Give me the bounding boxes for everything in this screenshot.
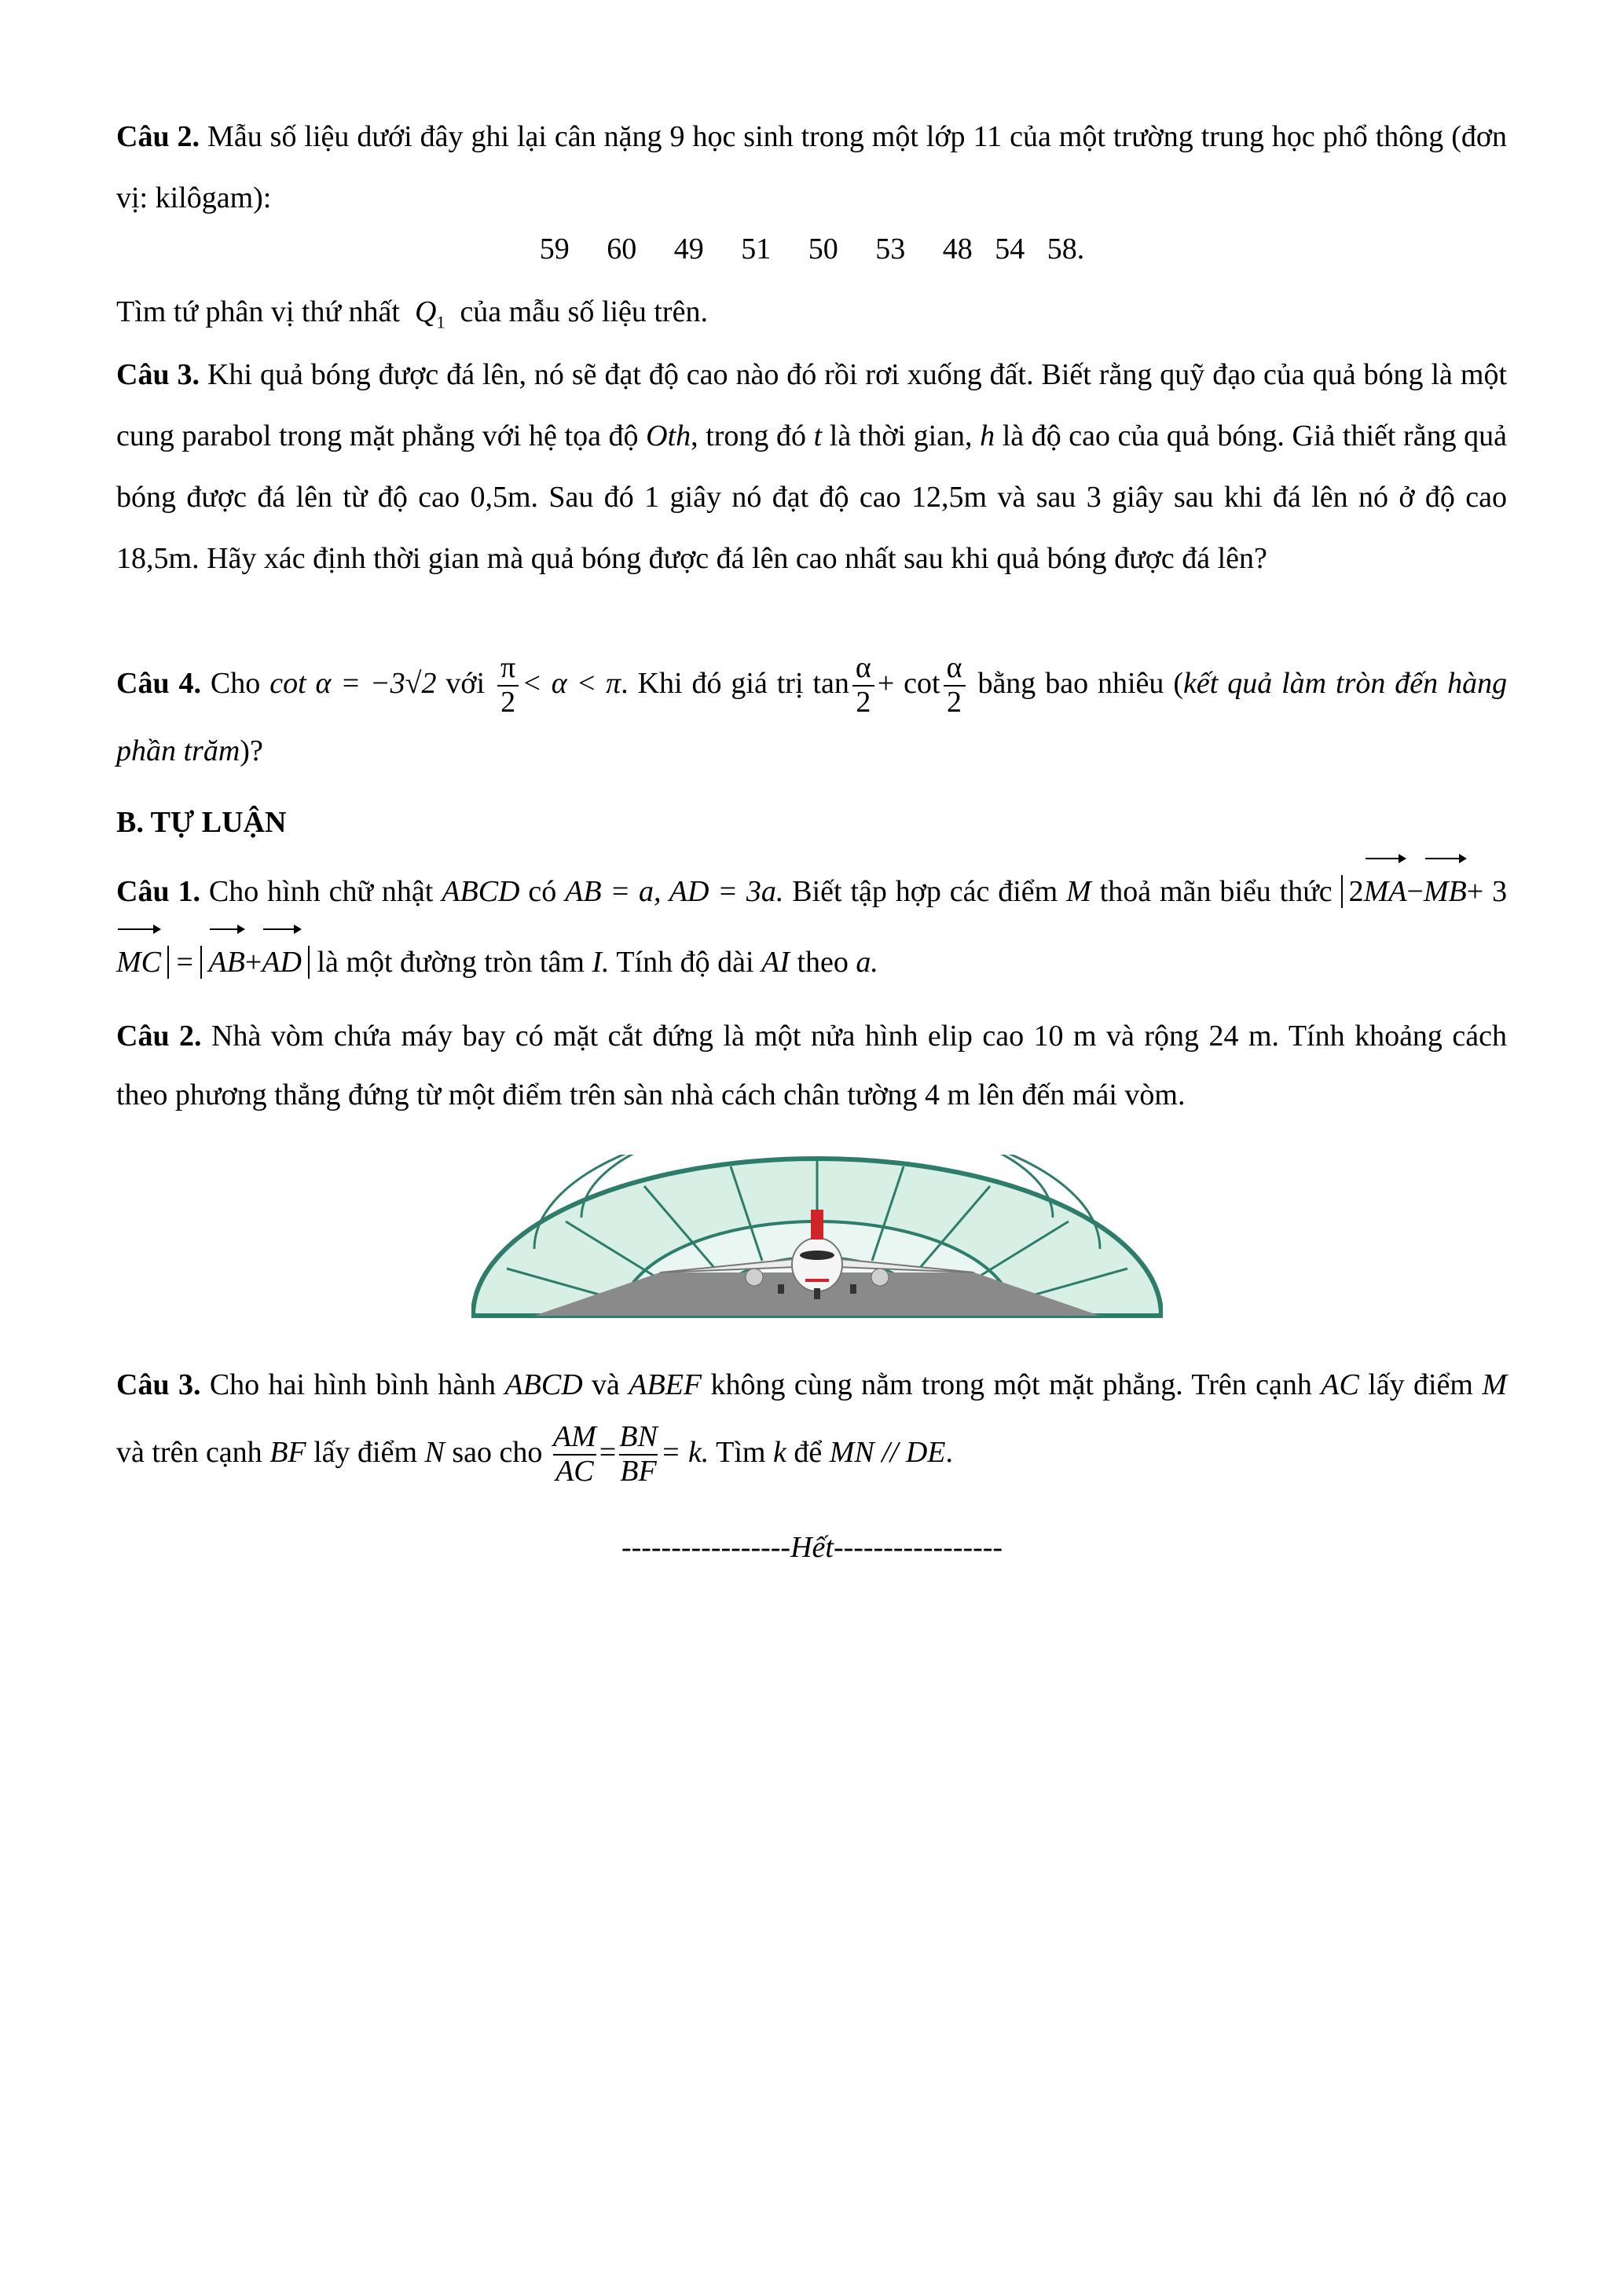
- question-text: không cùng nằm trong một mặt phẳng. Trên cạnh: [710, 1368, 1312, 1401]
- math-ac: AC: [1321, 1368, 1359, 1401]
- question-label: Câu 2.: [116, 1020, 202, 1053]
- denominator: AC: [555, 1455, 594, 1489]
- math-q: Q: [414, 295, 437, 328]
- question-text: bằng bao nhiêu (: [977, 667, 1183, 700]
- vector-abs-right: [200, 946, 310, 979]
- section-title: B. TỰ LUẬN: [116, 806, 287, 839]
- question-text: )?: [240, 734, 263, 768]
- coef: 2: [1348, 875, 1364, 908]
- question-text: .: [945, 1436, 953, 1469]
- question-text: sao cho: [452, 1436, 543, 1469]
- vector-mb: MB: [1424, 856, 1467, 927]
- math-m: M: [1482, 1368, 1508, 1401]
- data-value: 60: [607, 233, 637, 265]
- question-text: của mẫu số liệu trên.: [460, 295, 708, 328]
- question-label: Câu 4.: [116, 667, 201, 700]
- question-2: [116, 106, 1507, 229]
- question-label: Câu 3.: [116, 1368, 201, 1401]
- math-cot: + cot: [877, 667, 940, 700]
- vector-ma: MA: [1364, 856, 1407, 927]
- data-value: 59: [539, 233, 570, 265]
- math-cond: AB = a, AD = 3a.: [565, 875, 784, 908]
- question-text: , trong đó: [691, 419, 807, 452]
- op: + 3: [1466, 875, 1508, 908]
- fraction-am-ac: [553, 1421, 596, 1489]
- question-text: với: [445, 667, 486, 700]
- math-h: h: [980, 419, 995, 452]
- fraction-alpha-2: [852, 652, 874, 720]
- question-text: Cho hình chữ nhật: [208, 875, 434, 908]
- numerator: AM: [553, 1421, 596, 1456]
- math-ai: AI: [761, 946, 790, 979]
- math-tan: tan: [812, 667, 849, 700]
- question-label: Câu 1.: [116, 875, 200, 908]
- question-text: Tìm: [716, 1436, 766, 1469]
- math-oth: Oth: [646, 419, 691, 452]
- vector-mc: MC: [116, 927, 161, 998]
- question-text: theo: [797, 946, 849, 979]
- numerator: α: [852, 652, 874, 687]
- essay-question-1: [116, 856, 1507, 998]
- data-value: 53: [875, 233, 906, 265]
- question-text: Cho: [210, 667, 261, 700]
- data-value: 51: [741, 233, 772, 265]
- math-i: I.: [592, 946, 610, 979]
- question-text: và sau 3 giây sau khi đá lên nó ở độ cao: [997, 481, 1508, 514]
- math-abef: ABEF: [629, 1368, 702, 1401]
- math-abcd: ABCD: [442, 875, 520, 908]
- end-text: Hết: [790, 1531, 834, 1564]
- question-text: Tính độ dài: [616, 946, 754, 979]
- vector-ad: AD: [262, 927, 302, 998]
- math-a: a.: [856, 946, 878, 979]
- question-text: là một đường tròn tâm: [317, 946, 585, 979]
- question-text: là độ cao của quả bóng. Giả thiết rằng quả bóng được đá lên từ độ cao: [116, 419, 1508, 514]
- question-text: lấy điểm: [313, 1436, 418, 1469]
- end-marker: [0, 1528, 1624, 1567]
- essay-question-3: Câu 3. Cho hai hình bình hành ABCD và ABEF không cùng nằm trong một mặt phẳng. Trên cạnh AC lấy điểm M và trên cạnh BF lấy điểm N sao cho $\frac{AM}{AC}$ = $\frac{BN}{BF}$ = k. Tìm k để MN // DE.: [116, 1368, 1508, 1489]
- question-text: Tìm tứ phân vị thứ nhất: [116, 295, 400, 328]
- math-mn-de: MN // DE: [829, 1436, 946, 1469]
- numerator: α: [944, 652, 966, 687]
- italic-note: kết quả làm tròn đến hàng phần trăm: [116, 667, 1508, 768]
- question-3: [116, 344, 1507, 589]
- question-text: thoả mãn biểu thức: [1099, 875, 1333, 908]
- op: −: [1406, 875, 1424, 908]
- question-label: Câu 3.: [116, 358, 200, 391]
- question-text: Cho hai hình bình hành: [209, 1368, 497, 1401]
- question-text: Mẫu số liệu dưới đây ghi lại cân nặng 9 học sinh trong một lớp 11 của một trường trung học phổ thông (đơn vị: kilôgam):: [116, 120, 1508, 214]
- data-sample: [0, 229, 1624, 269]
- math-value: 12,5m: [911, 481, 988, 514]
- section-heading: [116, 803, 286, 842]
- question-text: . Khi đó giá trị: [621, 667, 804, 700]
- denominator: 2: [856, 686, 871, 720]
- math-n: N: [424, 1436, 445, 1469]
- question-text: . Hãy xác định thời gian mà quả bóng được đá lên cao nhất sau khi quả bóng được đá lên?: [192, 542, 1267, 575]
- question-text: Nhà vòm chứa máy bay có mặt cắt đứng là một nửa hình elip cao 10 m và rộng 24 m. Tính khoảng cách theo phương thẳng đứng từ một điểm trên sàn nhà cách chân tường 4 m lên đến mái vòm.: [116, 1020, 1508, 1111]
- question-text: lấy điểm: [1368, 1368, 1473, 1401]
- fraction-bn-bf: [619, 1421, 658, 1489]
- math-bf: BF: [269, 1436, 306, 1469]
- question-4: [116, 652, 1507, 782]
- question-text: và trên cạnh: [116, 1436, 262, 1469]
- fraction-pi-2: [497, 652, 519, 720]
- math-eqk: = k.: [660, 1436, 709, 1469]
- math-abcd: ABCD: [504, 1368, 583, 1401]
- math-k: k: [772, 1436, 786, 1469]
- fraction-alpha-2: [944, 652, 966, 720]
- dashes: -----------------: [621, 1531, 791, 1564]
- question-text: . Sau đó 1 giây nó đạt độ cao: [530, 481, 901, 514]
- question-text: và: [592, 1368, 620, 1401]
- question-text: Biết tập hợp các điểm: [792, 875, 1058, 908]
- numerator: BN: [619, 1421, 658, 1456]
- vector-ab: AB: [208, 927, 244, 998]
- data-value: 49: [673, 233, 704, 265]
- denominator: BF: [620, 1455, 657, 1489]
- math-value: 18,5m: [116, 542, 192, 575]
- question-text: Khi quả bóng được đá lên, nó sẽ đạt độ cao nào đó rồi rơi xuống đất. Biết rằng quỹ đạo của quả bóng là một cung parabol trong mặt phẳng với hệ tọa độ: [116, 358, 1507, 452]
- numerator: π: [497, 652, 519, 687]
- math-sub: 1: [436, 312, 445, 332]
- math-m: M: [1066, 875, 1091, 908]
- op: +: [244, 946, 262, 979]
- denominator: 2: [500, 686, 516, 720]
- math-ineq: < α < π: [522, 667, 621, 700]
- question-label: Câu 2.: [116, 120, 200, 153]
- op: =: [176, 946, 193, 979]
- data-value: 50: [808, 233, 838, 265]
- question-2-ask: [116, 292, 708, 342]
- question-text: là thời gian,: [829, 419, 973, 452]
- dashes: -----------------: [833, 1531, 1003, 1564]
- data-value: 54: [995, 233, 1025, 265]
- math-cot: cot α = −3√2: [269, 667, 437, 700]
- hangar-svg: [471, 1155, 1163, 1320]
- math-t: t: [813, 419, 823, 452]
- data-value: 58.: [1047, 233, 1085, 265]
- math-value: 0,5m: [470, 481, 531, 514]
- question-text: để: [794, 1436, 823, 1469]
- question-text: có: [528, 875, 557, 908]
- airplane-hangar-illustration: [471, 1155, 1163, 1327]
- data-value: 48: [942, 233, 973, 265]
- essay-question-2: [116, 1007, 1507, 1125]
- denominator: 2: [947, 686, 962, 720]
